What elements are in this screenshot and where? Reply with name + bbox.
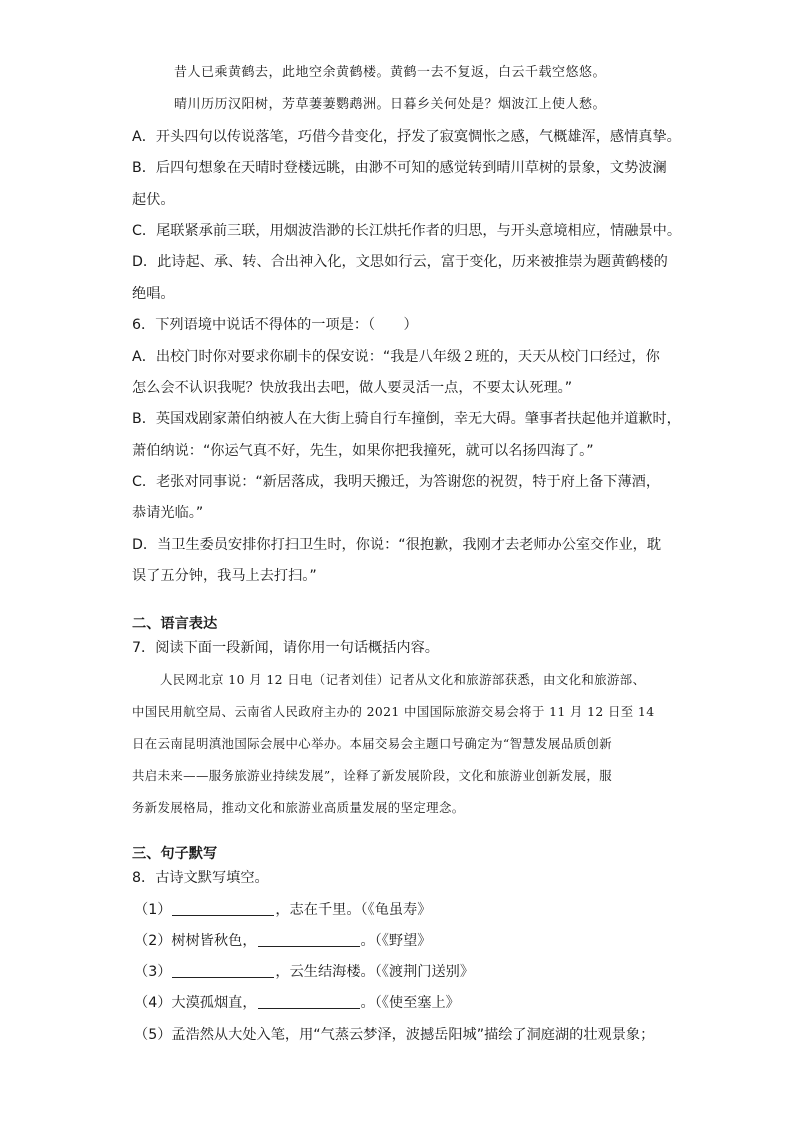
answer-blank [258,993,360,1009]
q6-option-c-line1: C．老张对同事说：“新居落成，我明天搬迁，为答谢您的祝贺，特于府上备下薄酒， [132,474,661,490]
fill-item-3 [134,962,474,982]
q8-stem: 8．古诗文默写填空。 [132,870,269,886]
fill-item-prefix: 大漠孤烟直， [171,995,257,1011]
q5-option-a: A．开头四句以传说落笔，巧借今昔变化，抒发了寂寞惆怅之感，气概雄浑，感情真挚。 [132,129,681,145]
fill-item-number: （4） [134,995,172,1011]
section-heading-recitation: 三、句子默写 [132,846,218,862]
fill-item-number: （1） [134,902,172,918]
fill-item-suffix: ，志在千里。（《龟虽寿》 [275,902,432,918]
fill-item-number: （2） [134,933,172,949]
news-line-1: 人民网北京 10 月 12 日电（记者刘佳）记者从文化和旅游部获悉，由文化和旅游部、 [160,672,646,687]
q6-option-a-line2: 怎么会不认识我呢？快放我出去吧，做人要灵活一点，不要太认死理。” [132,380,573,396]
q6-stem: 6．下列语境中说话不得体的一项是：（ ） [132,317,418,333]
q6-option-b-line2: 萧伯纳说：“你运气真不好，先生，如果你把我撞死，就可以名扬四海了。” [132,443,594,459]
q5-option-d-line2: 绝唱。 [132,286,175,302]
news-line-2: 中国民用航空局、云南省人民政府主办的 2021 中国国际旅游交易会将于 11 月 12 日至 14 [132,704,655,719]
q6-option-b-line1: B．英国戏剧家萧伯纳被人在大街上骑自行车撞倒，幸无大碍。肇事者扶起他并道歉时， [132,411,681,427]
news-line-5: 务新发展格局，推动文化和旅游业高质量发展的坚定理念。 [132,800,465,815]
fill-item-prefix: 树树皆秋色， [171,933,257,949]
section-heading-language-expression: 二、语言表达 [132,616,218,632]
q6-option-c-line2: 恭请光临。” [132,505,204,521]
fill-item-4 [134,993,460,1013]
q5-option-c: C．尾联紧承前三联，用烟波浩渺的长江烘托作者的归思，与开头意境相应，情融景中。 [132,223,682,239]
fill-item-5: （5）孟浩然从大处入笔，用“气蒸云梦泽，波撼岳阳城”描绘了洞庭湖的壮观景象； [134,1027,655,1043]
q7-stem: 7．阅读下面一段新闻，请你用一句话概括内容。 [132,640,439,656]
poem-line-1: 昔人已乘黄鹤去，此地空余黄鹤楼。黄鹤一去不复返，白云千载空悠悠。 [174,65,607,80]
fill-item-2 [134,931,431,951]
q6-option-d-line1: D．当卫生委员安排你打扫卫生时，你说：“很抱歉，我刚才去老师办公室交作业，耽 [132,537,662,553]
fill-item-1 [134,900,431,920]
answer-blank [172,900,274,916]
q5-option-d-line1: D．此诗起、承、转、合出神入化，文思如行云，富于变化，历来被推崇为题黄鹤楼的 [132,254,668,270]
news-line-3: 日在云南昆明滇池国际会展中心举办。本届交易会主题口号确定为“智慧发展品质创新 [132,736,612,751]
poem-line-2: 晴川历历汉阳树，芳草萋萋鹦鹉洲。日暮乡关何处是？烟波江上使人愁。 [174,97,607,112]
answer-blank [258,931,360,947]
fill-item-suffix: 。（《使至塞上》 [360,995,460,1011]
fill-item-suffix: ，云生结海楼。（《渡荆门送别》 [275,964,475,980]
answer-blank [172,962,274,978]
q5-option-b-line1: B．后四句想象在天晴时登楼远眺，由渺不可知的感觉转到晴川草树的景象，文势波澜 [132,160,667,176]
fill-item-number: （3） [134,964,172,980]
q6-option-a-line1: A．出校门时你对要求你刷卡的保安说：“我是八年级２班的，天天从校门口经过，你 [132,349,660,365]
q6-option-d-line2: 误了五分钟，我马上去打扫。” [132,568,317,584]
fill-item-suffix: 。（《野望》 [360,933,432,949]
news-line-4: 共启未来——服务旅游业持续发展”，诠释了新发展阶段，文化和旅游业创新发展，服 [132,768,612,783]
q5-option-b-line2: 起伏。 [132,192,175,208]
